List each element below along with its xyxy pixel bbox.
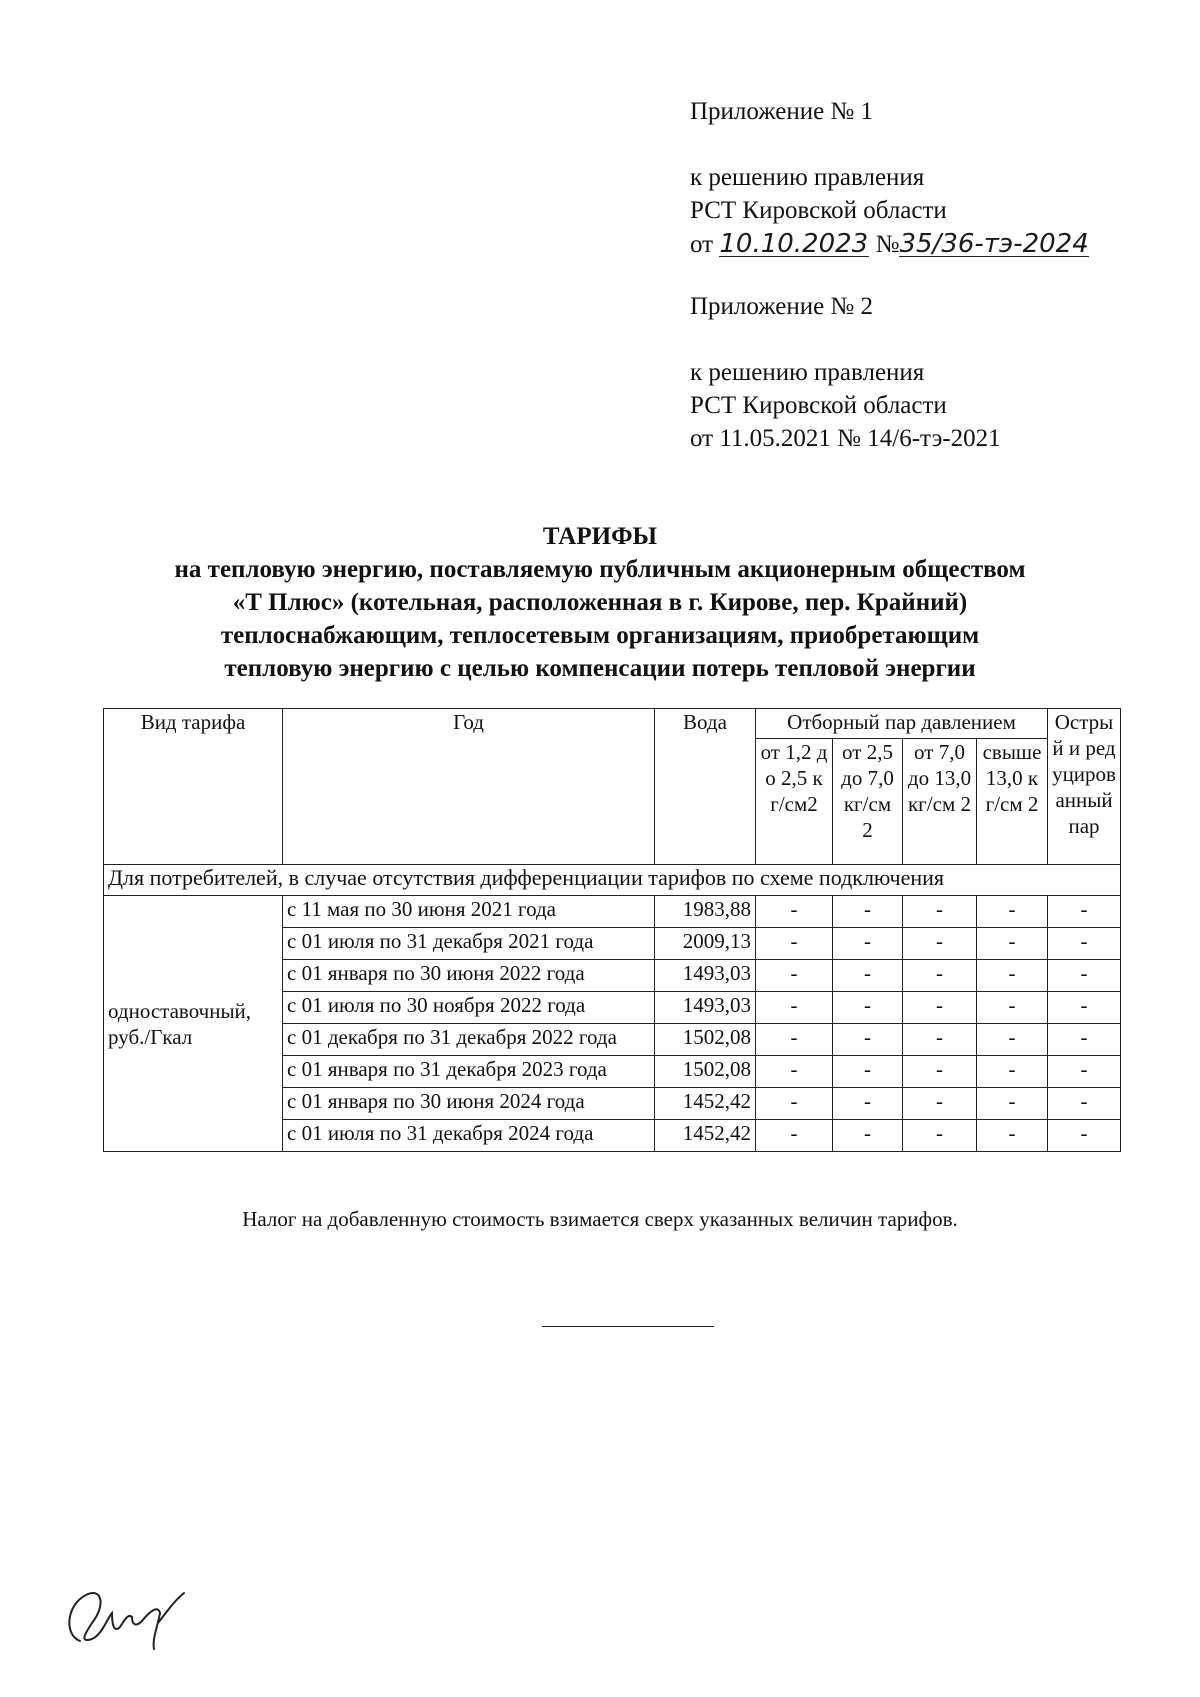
steam-4-cell: -	[977, 1056, 1048, 1088]
appendix-2-title: Приложение № 2	[690, 293, 874, 320]
title-line-2: «Т Плюс» (котельная, расположенная в г. Кирове, пер. Крайний)	[232, 589, 968, 616]
number-prefix: №	[875, 231, 900, 258]
header-tariff-type: Вид тарифа	[104, 709, 283, 865]
steam-1-cell: -	[756, 1088, 833, 1120]
sharp-steam-cell: -	[1048, 1024, 1121, 1056]
steam-3-cell: -	[903, 960, 977, 992]
steam-4-cell: -	[977, 960, 1048, 992]
steam-1-cell: -	[756, 896, 833, 928]
steam-3-cell: -	[903, 992, 977, 1024]
water-tariff-cell: 1452,42	[655, 1088, 756, 1120]
sharp-steam-cell: -	[1048, 1056, 1121, 1088]
water-tariff-cell: 1493,03	[655, 960, 756, 992]
period-cell: с 01 января по 30 июня 2024 года	[283, 1088, 655, 1120]
steam-3-cell: -	[903, 896, 977, 928]
header-water: Вода	[655, 709, 756, 865]
period-cell: с 01 декабря по 31 декабря 2022 года	[283, 1024, 655, 1056]
handwritten-number-field	[899, 229, 1088, 260]
header-steam-2: от 2,5 до 7,0 кг/см 2	[833, 739, 903, 865]
steam-3-cell: -	[903, 1056, 977, 1088]
title-line-3: теплоснабжающим, теплосетевым организациям, приобретающим	[220, 622, 980, 649]
handwritten-date: 10.10.2023	[719, 229, 869, 259]
steam-1-cell: -	[756, 960, 833, 992]
vat-note: Налог на добавленную стоимость взимается сверх указанных величин тарифов.	[242, 1207, 958, 1231]
steam-4-cell: -	[977, 928, 1048, 960]
header-year: Год	[283, 709, 655, 865]
water-tariff-cell: 1502,08	[655, 1024, 756, 1056]
period-cell: с 11 мая по 30 июня 2021 года	[283, 896, 655, 928]
steam-4-cell: -	[977, 1024, 1048, 1056]
water-tariff-cell: 1493,03	[655, 992, 756, 1024]
steam-3-cell: -	[903, 1024, 977, 1056]
water-tariff-cell: 2009,13	[655, 928, 756, 960]
tariff-table	[103, 708, 1121, 1152]
appendix-2-line1: к решению правления	[690, 359, 925, 386]
appendix-1-line1: к решению правления	[690, 164, 925, 191]
sharp-steam-cell: -	[1048, 1088, 1121, 1120]
steam-2-cell: -	[833, 1088, 903, 1120]
title-heading: ТАРИФЫ	[542, 523, 658, 550]
sharp-steam-cell: -	[1048, 896, 1121, 928]
handwritten-date-field	[719, 229, 869, 260]
handwritten-signature-icon	[62, 1583, 202, 1658]
steam-1-cell: -	[756, 1024, 833, 1056]
tariff-rows	[104, 896, 1121, 1152]
document-title	[0, 520, 1200, 685]
sharp-steam-cell: -	[1048, 992, 1121, 1024]
header-steam-4: свыше 13,0 кг/см 2	[977, 739, 1048, 865]
period-cell: с 01 июля по 31 декабря 2024 года	[283, 1120, 655, 1152]
header-steam-1: от 1,2 до 2,5 кг/см2	[756, 739, 833, 865]
steam-3-cell: -	[903, 1088, 977, 1120]
steam-4-cell: -	[977, 896, 1048, 928]
separator-line	[542, 1326, 714, 1327]
handwritten-number: 35/36-тэ-2024	[899, 229, 1089, 259]
appendix-2-line3: от 11.05.2021 № 14/6-тэ-2021	[690, 425, 1001, 452]
steam-4-cell: -	[977, 992, 1048, 1024]
table-row	[104, 896, 1121, 928]
header-steam-3: от 7,0 до 13,0 кг/см 2	[903, 739, 977, 865]
steam-4-cell: -	[977, 1120, 1048, 1152]
tariff-type-cell: одноставочный, руб./Гкал	[104, 896, 283, 1152]
water-tariff-cell: 1502,08	[655, 1056, 756, 1088]
steam-2-cell: -	[833, 1056, 903, 1088]
period-cell: с 01 января по 30 июня 2022 года	[283, 960, 655, 992]
steam-2-cell: -	[833, 1024, 903, 1056]
steam-1-cell: -	[756, 1056, 833, 1088]
period-cell: с 01 июля по 31 декабря 2021 года	[283, 928, 655, 960]
date-prefix: от	[690, 231, 714, 258]
steam-4-cell: -	[977, 1088, 1048, 1120]
period-cell: с 01 июля по 30 ноября 2022 года	[283, 992, 655, 1024]
steam-2-cell: -	[833, 992, 903, 1024]
appendix-1-title: Приложение № 1	[690, 98, 874, 125]
steam-1-cell: -	[756, 1120, 833, 1152]
steam-2-cell: -	[833, 1120, 903, 1152]
steam-3-cell: -	[903, 928, 977, 960]
title-line-4: тепловую энергию с целью компенсации потерь тепловой энергии	[224, 655, 976, 682]
water-tariff-cell: 1983,88	[655, 896, 756, 928]
appendix-1-line2: РСТ Кировской области	[690, 197, 947, 224]
steam-2-cell: -	[833, 960, 903, 992]
appendix-1-date-line	[690, 229, 1089, 260]
consumer-group-label: Для потребителей, в случае отсутствия дифференциации тарифов по схеме подключения	[104, 865, 1121, 896]
header-steam-group: Отборный пар давлением	[756, 709, 1048, 739]
period-cell: с 01 января по 31 декабря 2023 года	[283, 1056, 655, 1088]
steam-1-cell: -	[756, 992, 833, 1024]
appendix-2-line2: РСТ Кировской области	[690, 392, 947, 419]
steam-1-cell: -	[756, 928, 833, 960]
steam-2-cell: -	[833, 896, 903, 928]
water-tariff-cell: 1452,42	[655, 1120, 756, 1152]
sharp-steam-cell: -	[1048, 928, 1121, 960]
header-sharp-steam: Острый и редуцированный пар	[1048, 709, 1121, 865]
title-line-1: на тепловую энергию, поставляемую публичным акционерным обществом	[174, 556, 1026, 583]
steam-3-cell: -	[903, 1120, 977, 1152]
steam-2-cell: -	[833, 928, 903, 960]
sharp-steam-cell: -	[1048, 960, 1121, 992]
sharp-steam-cell: -	[1048, 1120, 1121, 1152]
